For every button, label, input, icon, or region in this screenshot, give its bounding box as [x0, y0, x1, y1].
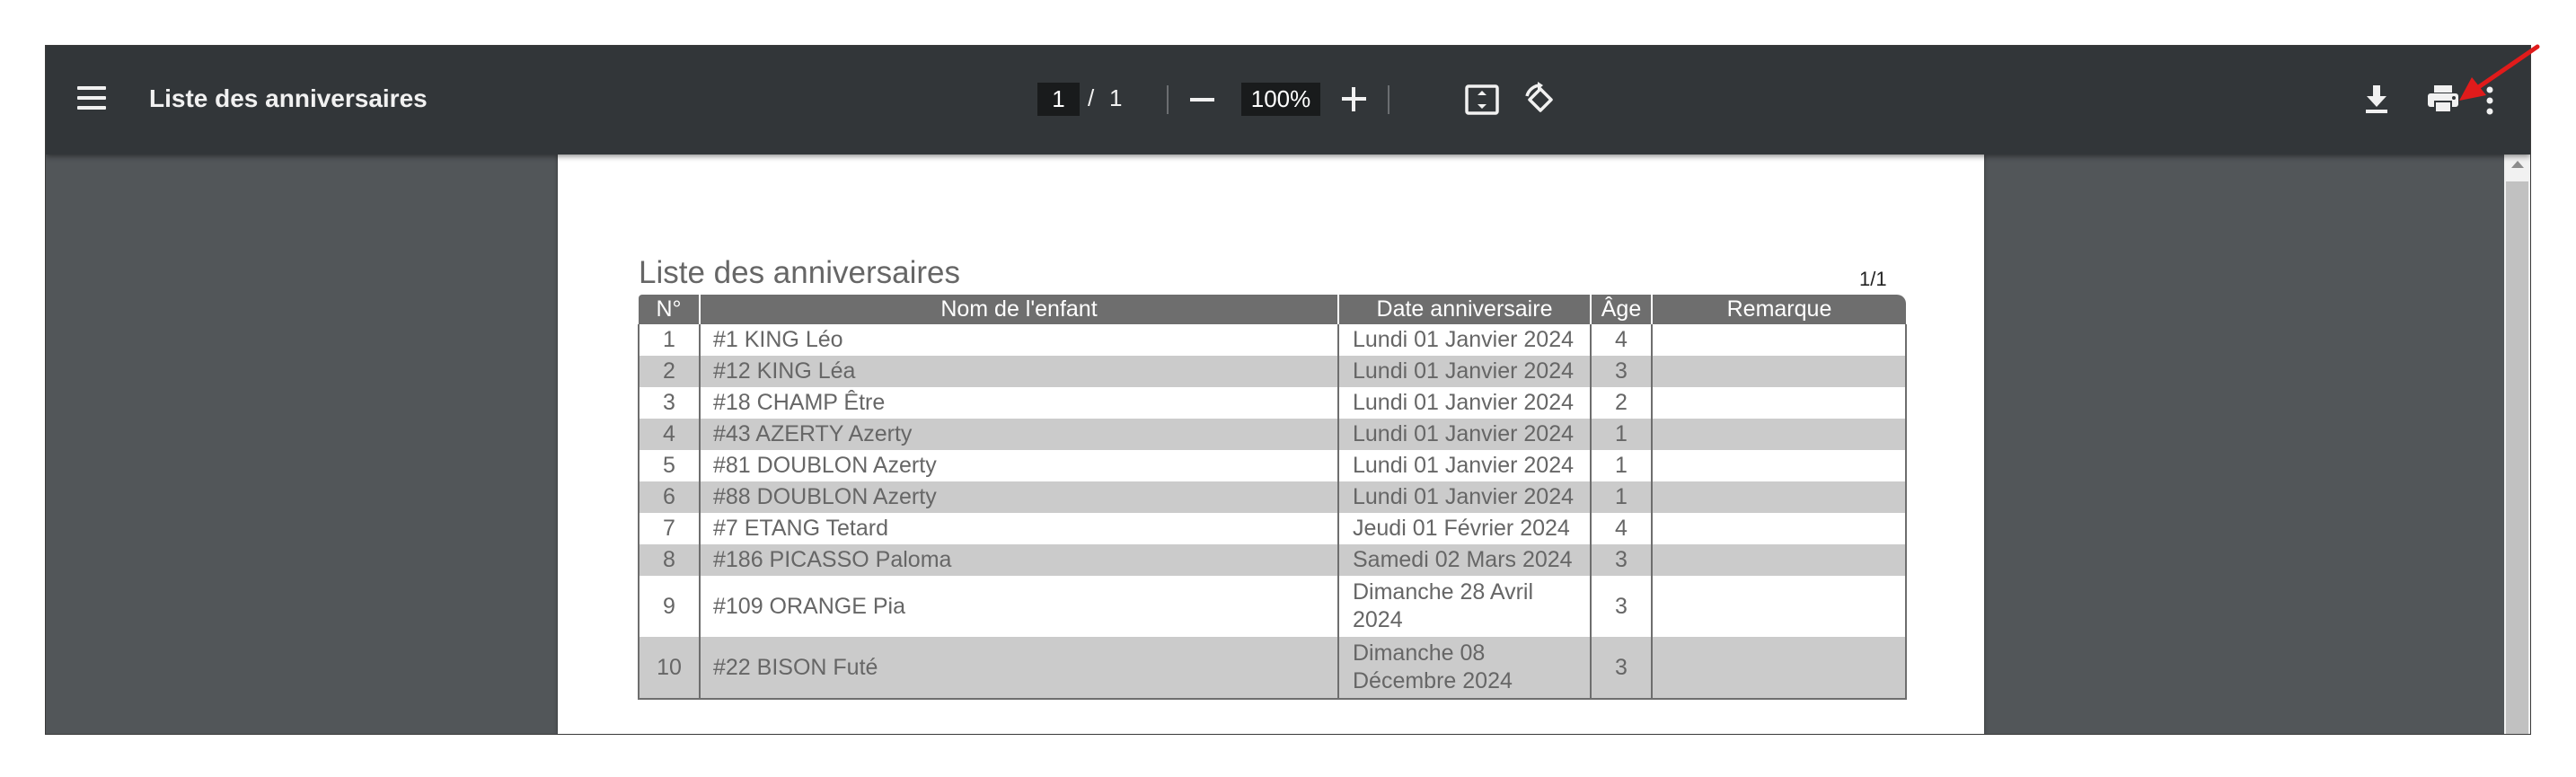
cell-birthday-date: Lundi 01 Janvier 2024	[1338, 419, 1591, 450]
cell-birthday-date: Jeudi 01 Février 2024	[1338, 513, 1591, 544]
cell-number: 6	[639, 481, 700, 513]
cell-remark	[1652, 513, 1906, 544]
cell-number: 4	[639, 419, 700, 450]
cell-number: 8	[639, 544, 700, 576]
cell-number: 9	[639, 576, 700, 637]
cell-remark	[1652, 356, 1906, 387]
cell-age: 1	[1591, 481, 1652, 513]
cell-age: 3	[1591, 576, 1652, 637]
report-title: Liste des anniversaires	[639, 255, 960, 290]
zoom-out-icon[interactable]	[1190, 98, 1214, 102]
table-row	[639, 387, 1906, 419]
cell-age: 3	[1591, 637, 1652, 699]
column-header: Date anniversaire	[1338, 295, 1591, 324]
cell-number: 7	[639, 513, 700, 544]
cell-child-name: #18 CHAMP Être	[700, 387, 1338, 419]
cell-number: 1	[639, 324, 700, 356]
cell-age: 4	[1591, 513, 1652, 544]
column-header: Âge	[1591, 295, 1652, 324]
cell-number: 2	[639, 356, 700, 387]
cell-child-name: #7 ETANG Tetard	[700, 513, 1338, 544]
cell-number: 3	[639, 387, 700, 419]
rotate-counterclockwise-icon[interactable]	[1522, 82, 1558, 118]
table-header-row	[639, 295, 1906, 324]
cell-age: 4	[1591, 324, 1652, 356]
column-header: N°	[639, 295, 700, 324]
pdf-page	[558, 155, 1984, 734]
cell-birthday-date: Lundi 01 Janvier 2024	[1338, 387, 1591, 419]
cell-child-name: #88 DOUBLON Azerty	[700, 481, 1338, 513]
cell-child-name: #81 DOUBLON Azerty	[700, 450, 1338, 481]
column-header: Remarque	[1652, 295, 1906, 324]
cell-age: 1	[1591, 419, 1652, 450]
cell-remark	[1652, 481, 1906, 513]
document-title: Liste des anniversaires	[149, 84, 428, 112]
cell-age: 1	[1591, 450, 1652, 481]
cell-remark	[1652, 576, 1906, 637]
zoom-level-input[interactable]: 100%	[1241, 83, 1320, 116]
zoom-in-icon[interactable]	[1342, 87, 1366, 111]
cell-birthday-date: Samedi 02 Mars 2024	[1338, 544, 1591, 576]
cell-birthday-date: Dimanche 08 Décembre 2024	[1338, 637, 1591, 699]
scrollbar-thumb[interactable]	[2506, 181, 2528, 734]
cell-child-name: #43 AZERTY Azerty	[700, 419, 1338, 450]
cell-birthday-date: Lundi 01 Janvier 2024	[1338, 356, 1591, 387]
viewer-toolbar	[46, 46, 2530, 155]
column-header: Nom de l'enfant	[700, 295, 1338, 324]
cell-remark	[1652, 419, 1906, 450]
vertical-scrollbar[interactable]	[2504, 155, 2530, 734]
cell-age: 3	[1591, 356, 1652, 387]
birthday-table	[638, 295, 1907, 700]
cell-remark	[1652, 450, 1906, 481]
page-total: 1	[1109, 84, 1123, 111]
pdf-viewer	[45, 45, 2531, 735]
fit-to-page-icon[interactable]	[1465, 84, 1499, 115]
cell-birthday-date: Lundi 01 Janvier 2024	[1338, 481, 1591, 513]
toolbar-divider	[1388, 85, 1389, 114]
cell-remark	[1652, 324, 1906, 356]
cell-age: 3	[1591, 544, 1652, 576]
toolbar-divider	[1167, 85, 1169, 114]
cell-number: 10	[639, 637, 700, 699]
table-row	[639, 324, 1906, 356]
cell-remark	[1652, 637, 1906, 699]
red-arrow-annotation	[2452, 43, 2542, 115]
table-row	[639, 637, 1906, 699]
cell-child-name: #186 PICASSO Paloma	[700, 544, 1338, 576]
download-icon[interactable]	[2363, 84, 2390, 114]
table-row	[639, 450, 1906, 481]
cell-child-name: #12 KING Léa	[700, 356, 1338, 387]
cell-remark	[1652, 387, 1906, 419]
page-separator: /	[1088, 84, 1095, 111]
cell-remark	[1652, 544, 1906, 576]
cell-birthday-date: Lundi 01 Janvier 2024	[1338, 324, 1591, 356]
cell-age: 2	[1591, 387, 1652, 419]
scroll-up-arrow-icon[interactable]	[2511, 161, 2524, 168]
table-row	[639, 356, 1906, 387]
page-number-input[interactable]: 1	[1037, 83, 1080, 116]
hamburger-menu-icon[interactable]	[75, 84, 108, 111]
report-page-number: 1/1	[1859, 268, 1887, 290]
cell-birthday-date: Lundi 01 Janvier 2024	[1338, 450, 1591, 481]
document-area	[46, 155, 2504, 734]
cell-birthday-date: Dimanche 28 Avril 2024	[1338, 576, 1591, 637]
table-row	[639, 544, 1906, 576]
cell-child-name: #22 BISON Futé	[700, 637, 1338, 699]
table-row	[639, 513, 1906, 544]
table-row	[639, 576, 1906, 637]
cell-number: 5	[639, 450, 700, 481]
cell-child-name: #109 ORANGE Pia	[700, 576, 1338, 637]
cell-child-name: #1 KING Léo	[700, 324, 1338, 356]
table-row	[639, 481, 1906, 513]
table-row	[639, 419, 1906, 450]
